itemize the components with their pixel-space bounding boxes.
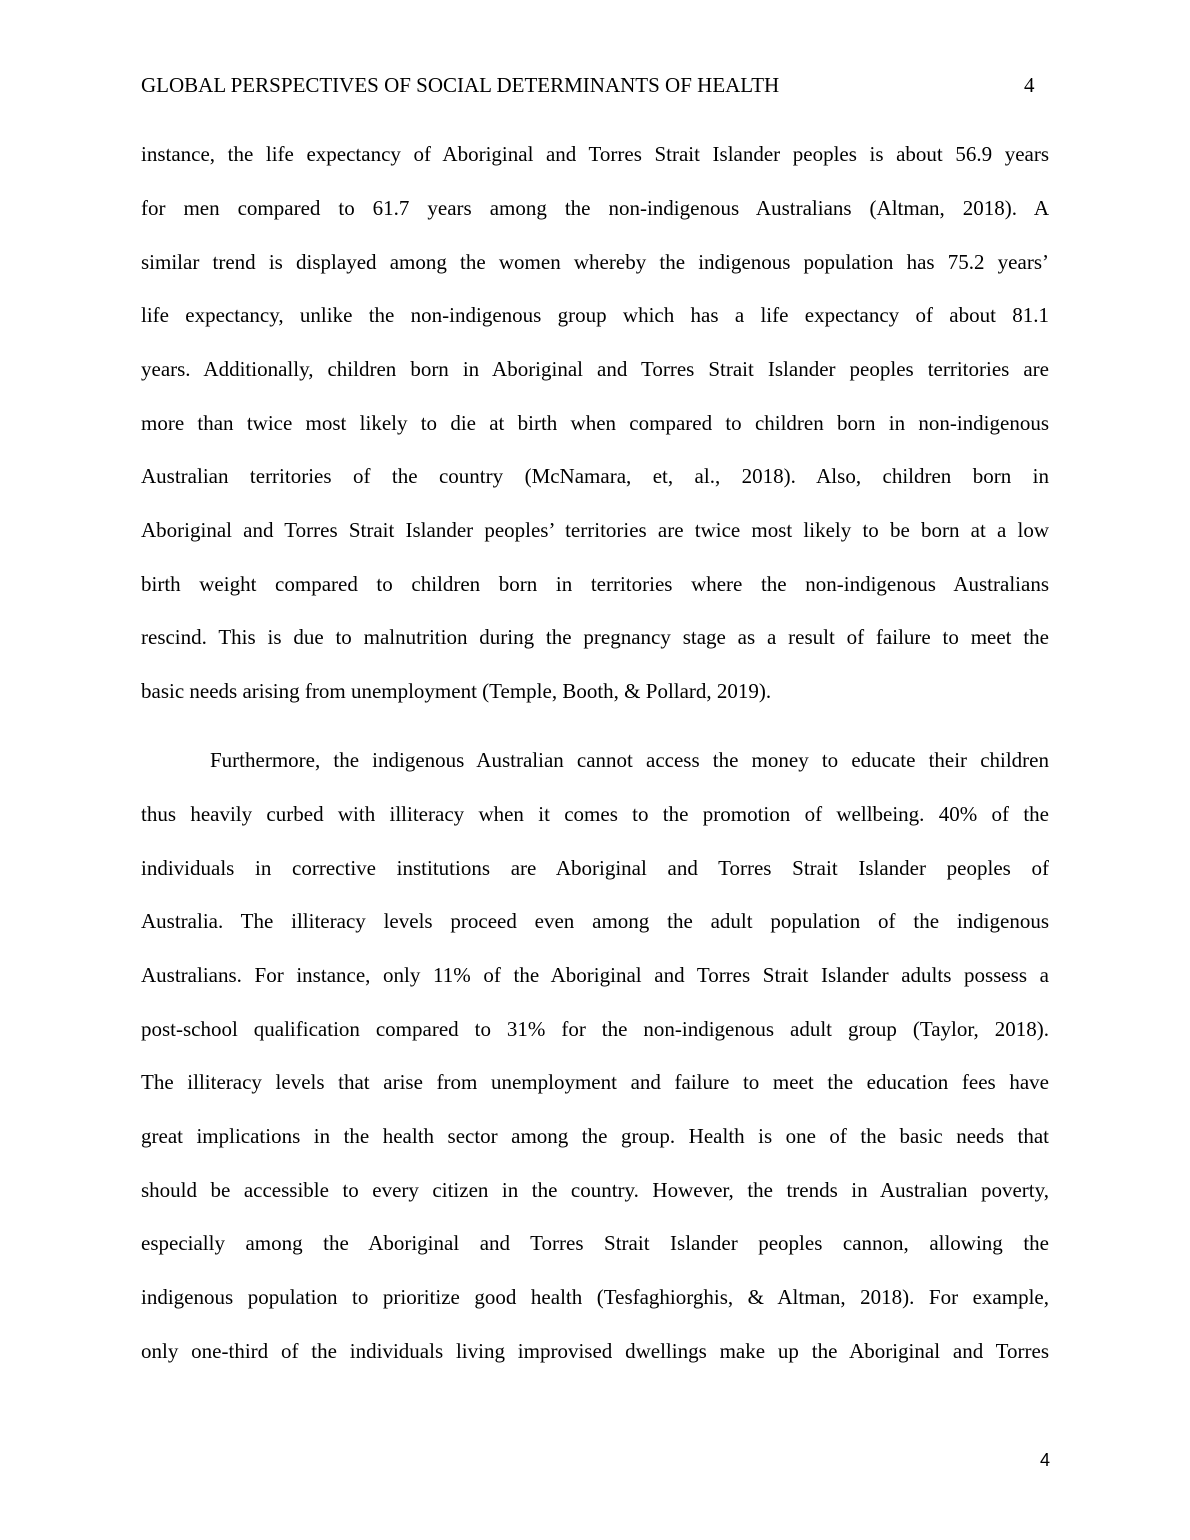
paragraph-2-line-3: individuals in corrective institutions are Aboriginal and Torres Strait Islander peoples of: [141, 856, 1049, 880]
paragraph-1-line-1: instance, the life expectancy of Aboriginal and Torres Strait Islander peoples is about 56.9 years: [141, 142, 1049, 166]
paragraph-2-line-9: should be accessible to every citizen in the country. However, the trends in Australian poverty,: [141, 1178, 1049, 1202]
paragraph-2-line-6: post-school qualification compared to 31% for the non-indigenous adult group (Taylor, 2018).: [141, 1017, 1049, 1041]
paragraph-2-line-5: Australians. For instance, only 11% of the Aboriginal and Torres Strait Islander adults possess a: [141, 963, 1049, 987]
paragraph-2-line-12: only one-third of the individuals living improvised dwellings make up the Aboriginal and Torres: [141, 1339, 1049, 1363]
paragraph-1-line-4: life expectancy, unlike the non-indigenous group which has a life expectancy of about 81.1: [141, 303, 1049, 327]
paragraph-1-line-7: Australian territories of the country (McNamara, et, al., 2018). Also, children born in: [141, 464, 1049, 488]
paragraph-2-line-7: The illiteracy levels that arise from unemployment and failure to meet the education fees have: [141, 1070, 1049, 1094]
paragraph-2-line-4: Australia. The illiteracy levels proceed even among the adult population of the indigenous: [141, 909, 1049, 933]
paragraph-1-line-5: years. Additionally, children born in Aboriginal and Torres Strait Islander peoples territories are: [141, 357, 1049, 381]
running-head: [141, 70, 1050, 100]
paragraph-2-line-10: especially among the Aboriginal and Torres Strait Islander peoples cannon, allowing the: [141, 1231, 1049, 1255]
paragraph-1-line-2: for men compared to 61.7 years among the non-indigenous Australians (Altman, 2018). A: [141, 196, 1049, 220]
paragraph-1-line-8: Aboriginal and Torres Strait Islander peoples’ territories are twice most likely to be born at a low: [141, 518, 1049, 542]
running-head-page-number: 4: [1024, 73, 1035, 97]
paragraph-1-line-10: rescind. This is due to malnutrition during the pregnancy stage as a result of failure to meet the: [141, 625, 1049, 649]
paragraph-2-line-11: indigenous population to prioritize good health (Tesfaghiorghis, & Altman, 2018). For example,: [141, 1285, 1049, 1309]
paragraph-2-line-2: thus heavily curbed with illiteracy when it comes to the promotion of wellbeing. 40% of the: [141, 802, 1049, 826]
paragraph-1-line-9: birth weight compared to children born in territories where the non-indigenous Australians: [141, 572, 1049, 596]
running-head-title: GLOBAL PERSPECTIVES OF SOCIAL DETERMINANTS OF HEALTH: [141, 73, 780, 97]
paragraph-2-line-1: Furthermore, the indigenous Australian cannot access the money to educate their children: [210, 748, 1049, 772]
paragraph-1-line-6: more than twice most likely to die at birth when compared to children born in non-indigenous: [141, 411, 1049, 435]
paragraph-2-line-8: great implications in the health sector among the group. Health is one of the basic needs that: [141, 1124, 1049, 1148]
paragraph-1-line-3: similar trend is displayed among the women whereby the indigenous population has 75.2 years’: [141, 250, 1049, 274]
paragraph-1-line-11: basic needs arising from unemployment (Temple, Booth, & Pollard, 2019).: [141, 679, 772, 703]
footer-page-number: 4: [1039, 1450, 1050, 1470]
